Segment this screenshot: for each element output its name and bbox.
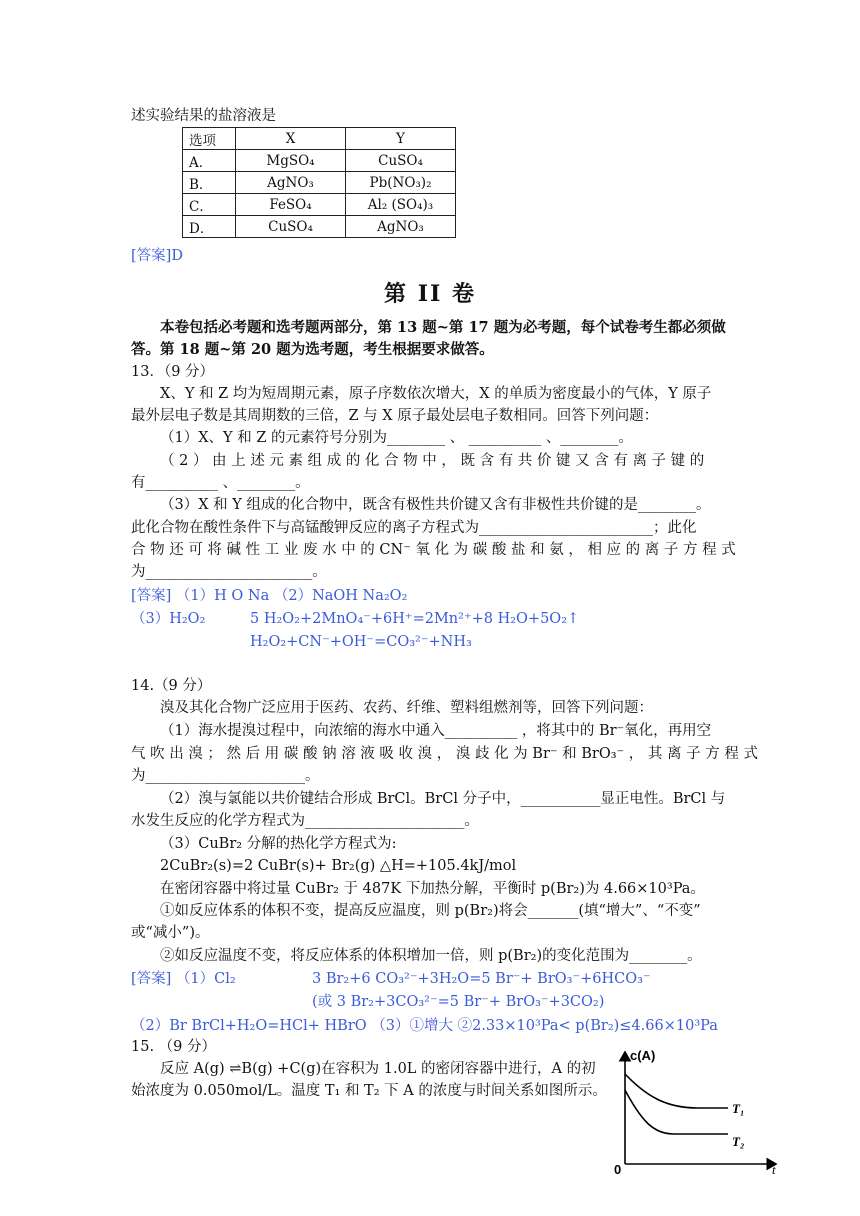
- curve-t1: [625, 1074, 728, 1108]
- table-cell: AgNO₃: [346, 216, 456, 238]
- table-cell: Al₂ (SO₄)₃: [346, 194, 456, 216]
- section-note-line: 本卷包括必考题和选考题两部分，第 13 题~第 17 题为必考题，每个试卷考生都必须做: [160, 319, 726, 336]
- curve-t2-label: T₂: [732, 1134, 745, 1149]
- table-row: [183, 216, 456, 238]
- curve-t2: [625, 1090, 728, 1134]
- table-cell: Pb(NO₃)₂: [346, 172, 456, 194]
- q13-line: 合 物 还 可 将 碱 性 工 业 废 水 中 的 CN⁻ 氧 化 为 碳 酸 盐 和 氨 ， 相 应 的 离 子 方 程 式: [131, 542, 736, 558]
- q13-line: X、Y 和 Z 均为短周期元素，原子序数依次增大，X 的单质为密度最小的气体，Y 原子: [160, 386, 712, 402]
- q14-line: 2CuBr₂(s)=2 CuBr(s)+ Br₂(g) △H=+105.4kJ/mol: [160, 858, 517, 874]
- table-cell: C．: [183, 194, 236, 216]
- table-cell: MgSO₄: [236, 150, 346, 172]
- table-row: [183, 194, 456, 216]
- q14-line: ①如反应体系的体积不变，提高反应温度，则 p(Br₂)将会_______(填“增大”、“不变”: [160, 903, 701, 919]
- table-cell: CuSO₄: [236, 216, 346, 238]
- options-table: [182, 127, 456, 238]
- q15-line: 始浓度为 0.050mol/L。温度 T₁ 和 T₂ 下 A 的浓度与时间关系如图所示。: [131, 1083, 607, 1099]
- concentration-time-graph: [608, 1040, 784, 1176]
- table-cell: D．: [183, 216, 236, 238]
- q13-answer-label: （3）H₂O₂: [131, 611, 206, 627]
- table-cell: A．: [183, 150, 236, 172]
- q13-line: （1）X、Y 和 Z 的元素符号分别为________ 、 __________ 、________。: [160, 430, 633, 446]
- q14-answer-equation: 3 Br₂+6 CO₃²⁻+3H₂O=5 Br⁻+ BrO₃⁻+6HCO₃⁻: [312, 971, 651, 987]
- x-axis-label: t: [772, 1162, 776, 1176]
- y-axis-label: c(A): [630, 1048, 656, 1063]
- q14-line: （1）海水提溴过程中，向浓缩的海水中通入__________ ，将其中的 Br⁻氧化，再用空: [160, 723, 712, 739]
- q14-answer: （2）Br BrCl+H₂O=HCl+ HBrO （3）①增大 ②2.33×10³Pa< p(Br₂)≤4.66×10³Pa: [131, 1018, 718, 1034]
- prev-question-intro: 述实验结果的盐溶液是: [131, 108, 276, 124]
- origin-label: 0: [614, 1162, 622, 1176]
- q13-line: （3）X 和 Y 组成的化合物中，既含有极性共价键又含有非极性共价键的是________。: [160, 497, 711, 513]
- q13-line: 此化合物在酸性条件下与高锰酸钾反应的离子方程式为________________________；此化: [131, 520, 697, 536]
- q13-answer-equation: H₂O₂+CN⁻+OH⁻=CO₃²⁻+NH₃: [250, 634, 472, 650]
- table-cell: B．: [183, 172, 236, 194]
- q14-line: （3）CuBr₂ 分解的热化学方程式为:: [160, 836, 397, 852]
- table-cell: CuSO₄: [346, 150, 456, 172]
- table-header-cell: Y: [346, 128, 456, 150]
- q14-answer-equation: (或 3 Br₂+3CO₃²⁻=5 Br⁻+ BrO₃⁻+3CO₂): [312, 994, 605, 1010]
- q14-line: ②如反应温度不变，将反应体系的体积增加一倍，则 p(Br₂)的变化范围为________。: [160, 948, 702, 964]
- q13-number: 13．（9 分）: [131, 364, 215, 380]
- q14-line: 或“减小”)。: [131, 925, 210, 941]
- q14-line: 为______________________。: [131, 768, 320, 784]
- table-cell: AgNO₃: [236, 172, 346, 194]
- q15-number: 15. （9 分）: [131, 1039, 217, 1055]
- table-cell: FeSO₄: [236, 194, 346, 216]
- section-title: 第 II 卷: [384, 281, 476, 307]
- table-header-row: [183, 128, 456, 150]
- q14-answer: [答案] （1）Cl₂: [131, 971, 236, 987]
- q13-line: 有__________ 、________。: [131, 475, 310, 491]
- section-note-line: 答。第 18 题~第 20 题为选考题，考生根据要求做答。: [131, 341, 494, 358]
- q13-line: （ 2 ） 由 上 述 元 素 组 成 的 化 合 物 中 ， 既 含 有 共 价 键 又 含 有 离 子 键 的: [160, 453, 705, 469]
- q14-line: 溴及其化合物广泛应用于医药、农药、纤维、塑料组燃剂等，回答下列问题：: [160, 700, 653, 716]
- q14-line: 水发生反应的化学方程式为______________________。: [131, 813, 479, 829]
- q14-line: 气 吹 出 溴 ； 然 后 用 碳 酸 钠 溶 液 吸 收 溴 ， 溴 歧 化 为 Br⁻ 和 BrO₃⁻ ， 其 离 子 方 程 式: [131, 746, 758, 762]
- prev-answer: [答案]D: [131, 248, 183, 264]
- table-row: [183, 172, 456, 194]
- q14-line: 在密闭容器中将过量 CuBr₂ 于 487K 下加热分解，平衡时 p(Br₂)为 4.66×10³Pa。: [160, 881, 705, 897]
- q15-line: 反应 A(g) ⇌B(g) +C(g)在容积为 1.0L 的密闭容器中进行，A 的初: [160, 1061, 596, 1077]
- table-row: [183, 150, 456, 172]
- q13-answer-equation: 5 H₂O₂+2MnO₄⁻+6H⁺=2Mn²⁺+8 H₂O+5O₂↑: [250, 611, 580, 627]
- table-header-cell: X: [236, 128, 346, 150]
- q13-line: 最外层电子数是其周期数的三倍，Z 与 X 原子最处层电子数相同。回答下列问题：: [131, 408, 659, 424]
- table-header-cell: 选项: [183, 128, 236, 150]
- curve-t1-label: T₁: [732, 1101, 745, 1116]
- q14-line: （2）溴与氯能以共价键结合形成 BrCl。BrCl 分子中，___________显正电性。BrCl 与: [160, 791, 726, 807]
- q14-number: 14.（9 分）: [131, 678, 212, 694]
- q13-line: 为_______________________。: [131, 564, 327, 580]
- q13-answer: [答案] （1）H O Na （2）NaOH Na₂O₂: [131, 588, 408, 604]
